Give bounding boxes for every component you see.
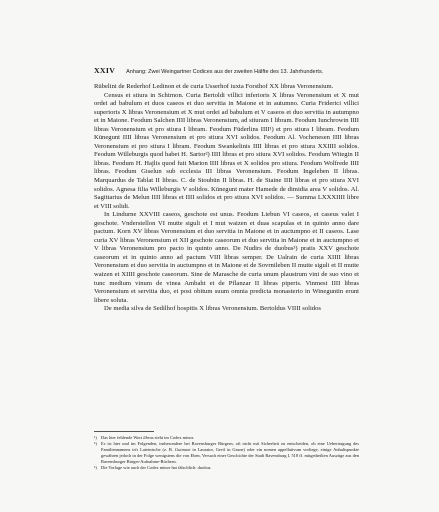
paragraph-3: In Lindurne XXVIII caseos, geschote est unus. Feodum Liebun VI caseos, et caseus valet I geschote. Vnderstellon VI mutte siguli et I mut waizen et duas scapulas et in quinto anno dare pactum. Korn XV libras Veronensium et duo servitia in Maione et in auctumpno et II caseos. Lase curia XV libras Veronensium et XII geschote caseorum et duo servitia in Maione et in auctumpno et V libras Veronensium pro pacto in quinto anno. De Nudirs de duobus³) pratis XXV geschote caseorum et in quinto anno ad pactum VIII libras semper. De Ualrain de curia XIIII libras Veronensium et duo servitia in auctumpno et in Maione et de Sovrnileben II mutte siguli et II mutte waizen et XIIII geschote caseorum. Sine de Marasche de curia unum plaustrum vini de suo vino et tunc medium vinum de vinea Ambaht et de Pflanzar II libras piperis. Vinmest IIII libras Veronensium et servitia duo, et post obitum suum omnia predicta monasterio in Wineguntin erunt libere soluta.: [94, 211, 359, 304]
footnote-text-rest: in Laurator, Greif in Grune) oder ein nomen appellativum vorliege, einige Anhaltspunkte gewähren jedoch in der Folge wenigstens die von Eben, Versuch einer Geschichte der Stadt Ravensburg I, 518 ff. mitgetheilten Auszüge aus den Ravensburger Bürger-Aufnahme-Büchern.: [101, 447, 359, 465]
footnote-text: Die Vorlage wie auch der Codex minor hat fälschlich:: [101, 465, 198, 471]
footnote-marker: ²): [94, 441, 97, 447]
footnote-2: [94, 441, 359, 465]
page-header: [94, 67, 364, 76]
footnote-text: Das hier fehlende Wort: [101, 435, 144, 440]
body-text: [94, 83, 359, 314]
footnote-emphasis: duobus: [197, 465, 211, 471]
footnotes: [94, 431, 359, 472]
running-title: Anhang: Zwei Weingartner Codices aus der zweiten Hälfte des 13. Jahrhunderts.: [126, 69, 324, 75]
footnote-text: Es ist hier und im Folgenden, insbesondere bei Ravensburger Bürgern, oft nicht mit Sicherheit zu entscheiden, ob eine Uebertragung des Familiennamens in's Lateinische (z. B.: [101, 441, 359, 453]
paragraph-1: Rūbelini de Rederhof Ledinon et de curia Usserhof iuxta Forsthof XX libras Veronensium.: [94, 83, 334, 90]
footnote-3: [94, 465, 359, 471]
footnote-emphasis: libras: [143, 435, 154, 440]
footnote-marker: ³): [94, 465, 97, 471]
paragraph-2: Census et stiura in Schirnon. Curia Bertoldi villici inferioris X libras Veronensium et X mut ordei ad babulum et duos caseos et duo servitia in Maione et in autumno. Curia Friderici villici superioris X libras Veronensium et X mut ordei ad babulum et V caseos et duo servitia in autumpno et in Maione. Feodum Salchen IIII libras Veronensium, ad stiuram I libram. Feodum Iunchrowin IIII libras Veronensium et pro stiura I libram. Feodum Fūderlins IIII¹) et pro stiura I libram. Feodum Kūnegunt IIII libras Veronensium et pro stiura XVI solidos. Feodum Al. Vochenesen IIII libras Veronensium et pro stiura I libram. Feodum Swankelinis IIII libras et pro stiura XXIIII solidos. Feodum Willeburgis quod habet H. Sartor²) IIII libras et pro stiura XVI solidos. Feodum Witegin II libras. Feodum H. Hajlis quod fuit Marion IIII libras et X solidos pro stiura. Feodum Wolfrede IIII libras. Feodum Giselun sub ecclesia III libras Veronensium. Feodum Ingeleben II libras. Marquardus de Tablat II libras. C. de Stoubūn II libras. H. de Staine IIII libras et pro stiura XVI solidos. Agnesa filia Willeburgis V solidos. Kūnegunt mater Hamede de dimidia area V solidos. Al. Sagittarius de Melun IIII libras et IIII solidos et pro stiura XVI solidos. — Summa LXXXIIII libre et VIII solidi.: [94, 91, 359, 210]
footnote-emphasis: Gutmuot: [174, 447, 191, 453]
footnote-marker: ¹): [94, 435, 97, 440]
paragraph-4: De media silva de Sedilhof hospitis X libras Veronensium. Bertoldus VIIII solidos: [104, 305, 321, 313]
footnote-rule: [94, 431, 154, 432]
folio-number: XXIV: [94, 66, 116, 75]
footnote-text-rest: steht im Codex minor.: [153, 435, 195, 440]
footnote-text-rest: .: [210, 465, 212, 471]
